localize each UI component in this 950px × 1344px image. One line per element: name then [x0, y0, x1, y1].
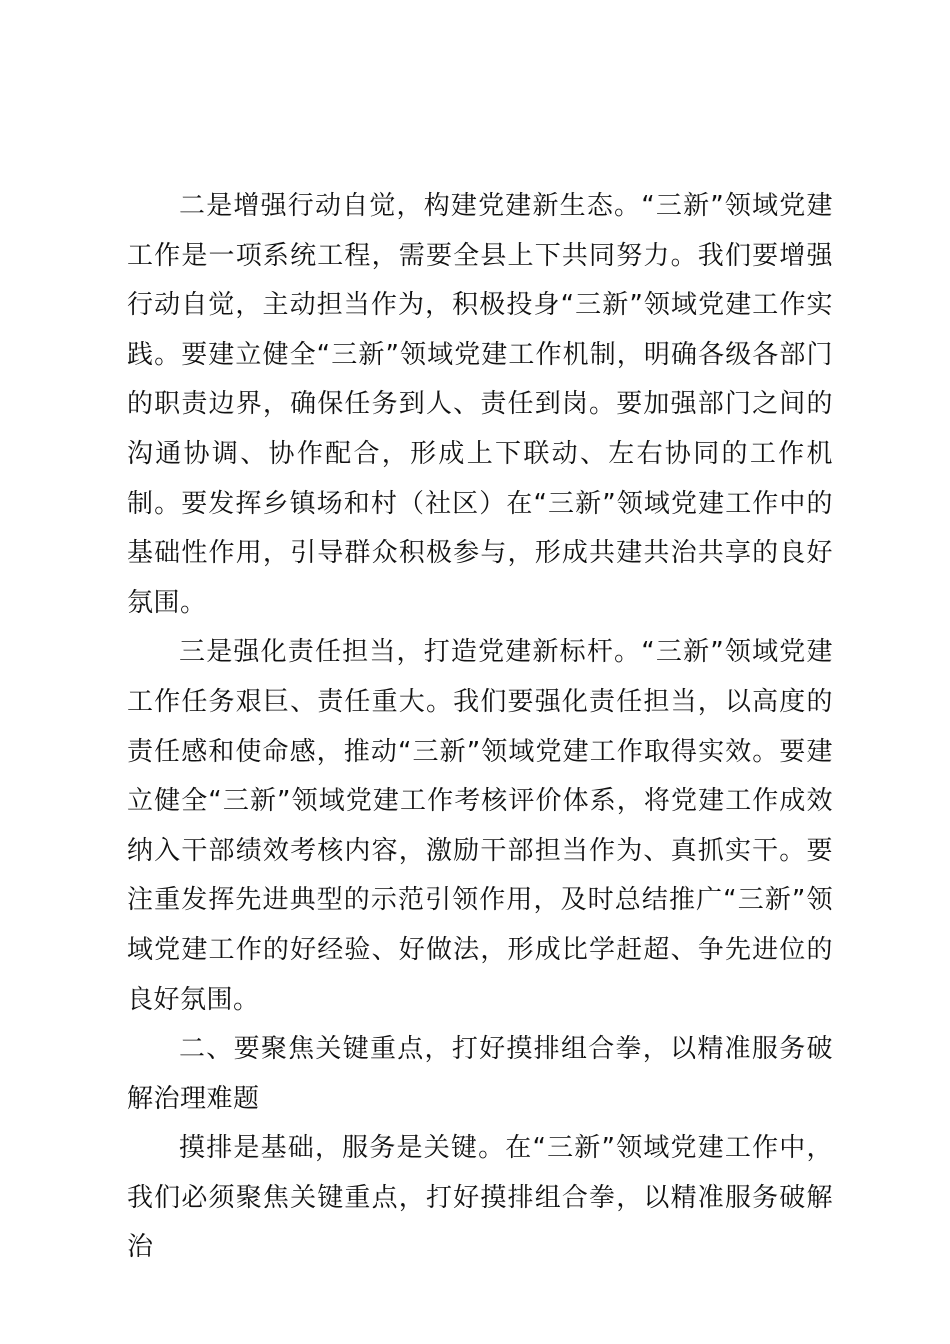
paragraph-strengthen-responsibility: 三是强化责任担当，打造党建新标杆。“三新”领域党建工作任务艰巨、责任重大。我们要强化责任担当，以高度的责任感和使命感，推动“三新”领域党建工作取得实效。要建立健全“三新”领域党建工作考核评价体系，将党建工作成效纳入干部绩效考核内容，激励干部担当作为、真抓实干。要注重发挥先进典型的示范引领作用，及时总结推广“三新”领域党建工作的好经验、好做法，形成比学赶超、争先进位的良好氛围。	[127, 637, 833, 1015]
paragraph-investigation-service: 摸排是基础，服务是关键。在“三新”领域党建工作中，我们必须聚焦关键重点，打好摸排组合拳，以精准服务破解治	[127, 1133, 833, 1263]
section-heading-2: 二、要聚焦关键重点，打好摸排组合拳，以精准服务破解治理难题	[127, 1034, 833, 1114]
document-page	[127, 182, 833, 1273]
paragraph-increase-action: 二是增强行动自觉，构建党建新生态。“三新”领域党建工作是一项系统工程，需要全县上下共同努力。我们要增强行动自觉，主动担当作为，积极投身“三新”领域党建工作实践。要建立健全“三新”领域党建工作机制，明确各级各部门的职责边界，确保任务到人、责任到岗。要加强部门之间的沟通协调、协作配合，形成上下联动、左右协同的工作机制。要发挥乡镇场和村（社区）在“三新”领域党建工作中的基础性作用，引导群众积极参与，形成共建共治共享的良好氛围。	[127, 191, 833, 618]
